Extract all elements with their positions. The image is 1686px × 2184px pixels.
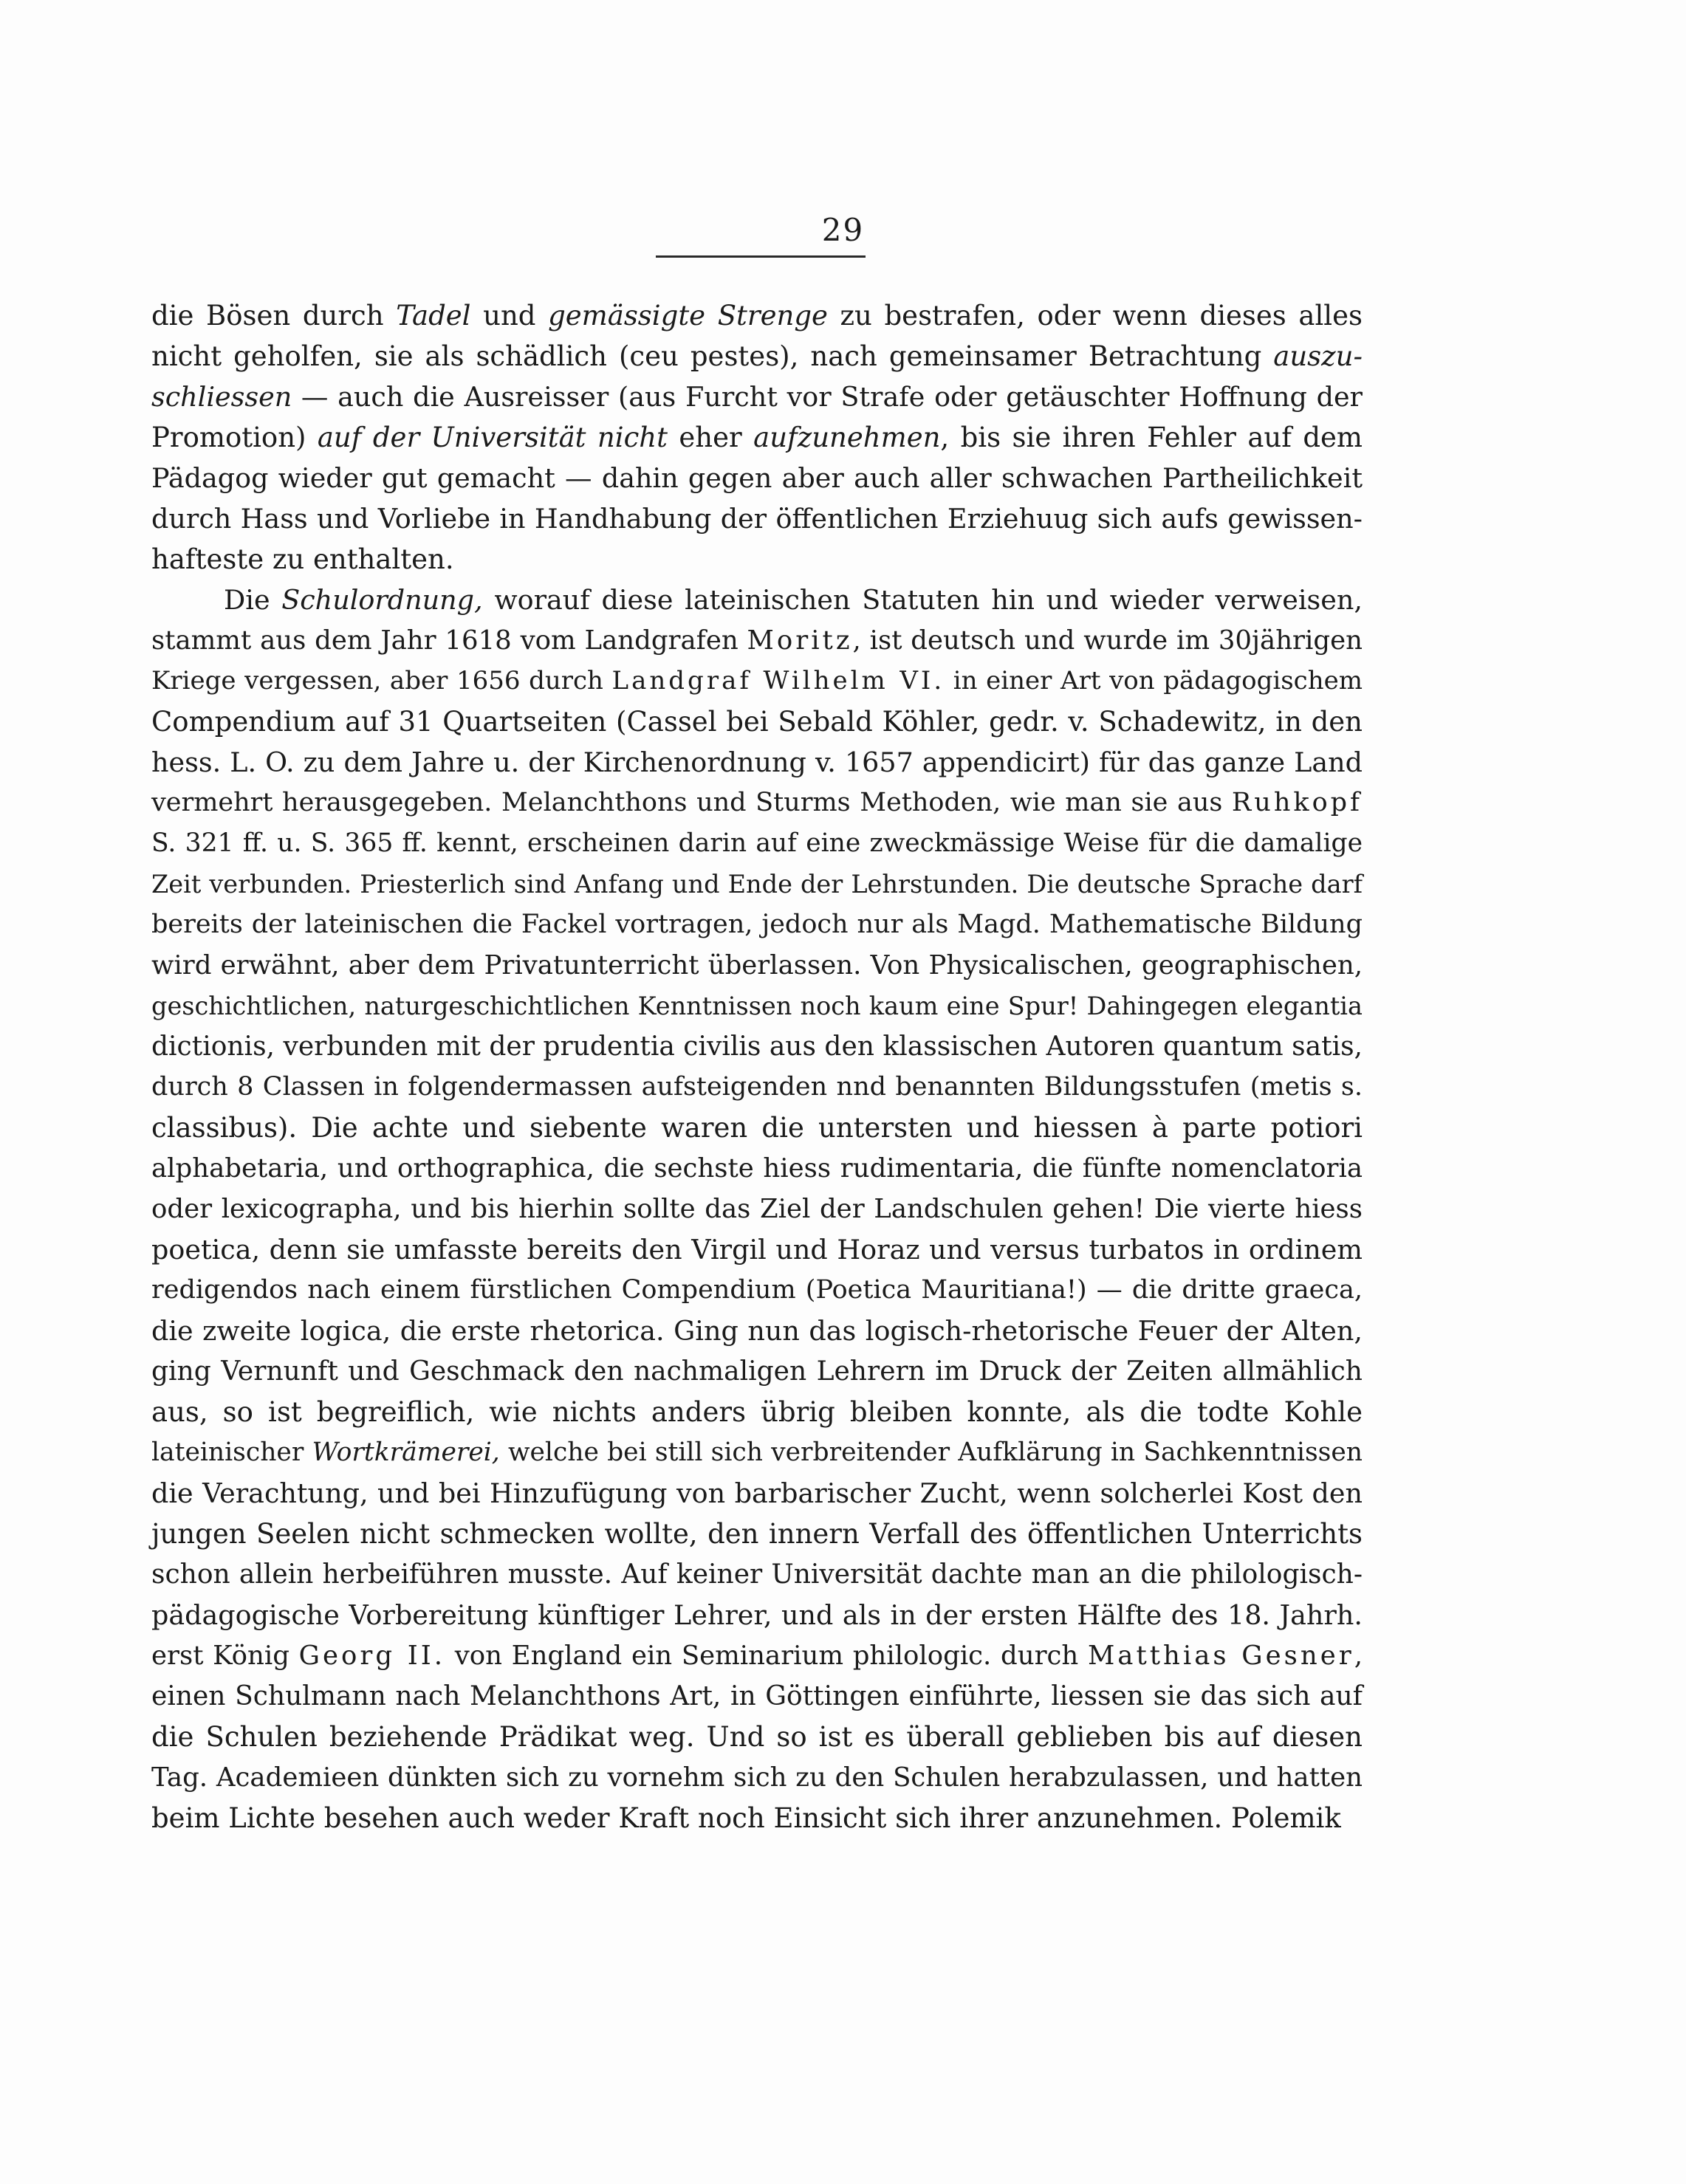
spaced-name: Georg II. (298, 1641, 446, 1671)
text-run: S. 321 ff. u. S. 365 ff. kennt, erscheinen darin auf eine zweckmässige Weise für die damalige (151, 828, 1363, 858)
text-run: die Verachtung, und bei Hinzufügung von barbarischer Zucht, wenn solcherlei Kost den (151, 1477, 1363, 1509)
text-run: , bis sie ihren Fehler auf dem (940, 422, 1363, 453)
text-line (151, 1067, 1363, 1108)
text-run: Pädagog wieder gut gemacht — dahin gegen aber auch aller schwachen Partheilichkeit (151, 462, 1363, 494)
italic-run: Wortkrämerei, (312, 1438, 500, 1467)
text-run: die zweite logica, die erste rhetorica. Ging nun das logisch-rhetorische Feuer der Alten, (151, 1315, 1363, 1347)
text-run: eher (668, 422, 754, 453)
spaced-name: Ruhkopf (1231, 788, 1363, 817)
text-run: nicht geholfen, sie als schädlich (ceu pestes), nach gemeinsamer Betrachtung (151, 340, 1274, 372)
text-run: aus, so ist begreiflich, wie nichts anders übrig bleiben konnte, als die todte Kohle (151, 1396, 1363, 1428)
text-line (151, 377, 1363, 417)
text-run: jungen Seelen nicht schmecken wollte, den innern Verfall des öffentlichen Unterrichts (151, 1518, 1363, 1550)
text-line (151, 1635, 1363, 1676)
text-run: schon allein herbeiführen musste. Auf keiner Universität dachte man an die philologisch- (151, 1559, 1363, 1590)
text-run: geschichtlichen, naturgeschichtlichen Kenntnissen noch kaum eine Spur! Dahingegen elegantia (151, 992, 1363, 1020)
text-run: poetica, denn sie umfasste bereits den Virgil und Horaz und versus turbatos in ordinem (151, 1234, 1363, 1266)
text-run: , (1354, 1641, 1363, 1671)
text-run: wird erwähnt, aber dem Privatunterricht überlassen. Von Physicalischen, geographischen, (151, 950, 1363, 981)
text-line (151, 458, 1363, 498)
text-run: Promotion) (151, 422, 318, 453)
text-line (151, 1595, 1363, 1635)
text-run: lateinischer (151, 1438, 312, 1467)
text-run: in einer Art von pädagogischem (945, 666, 1363, 696)
text-line (151, 1757, 1363, 1798)
text-run: ging Vernunft und Geschmack den nachmaligen Lehrern im Druck der Zeiten allmählich (151, 1356, 1363, 1387)
text-run: und (470, 300, 549, 332)
text-line (151, 823, 1363, 864)
text-run: dictionis, verbunden mit der prudentia civilis aus den klassischen Autoren quantum satis, (151, 1031, 1363, 1062)
text-line (151, 1554, 1363, 1595)
text-run: redigendos nach einem fürstlichen Compendium (Poetica Mauritiana!) — die dritte graeca, (151, 1275, 1363, 1305)
text-line (151, 986, 1363, 1026)
text-run: Zeit verbunden. Priesterlich sind Anfang und Ende der Lehrstunden. Die deutsche Sprache darf (151, 870, 1363, 899)
text-line (151, 295, 1363, 336)
text-line (151, 1148, 1363, 1189)
text-line (151, 498, 1363, 539)
italic-run: gemässigte Strenge (548, 300, 828, 332)
text-run: einen Schulmann nach Melanchthons Art, in Göttingen einführte, liessen sie das sich auf (151, 1681, 1363, 1711)
text-run: zu bestrafen, oder wenn dieses alles (827, 300, 1363, 332)
text-line (151, 1189, 1363, 1229)
spaced-name: Landgraf Wilhelm VI. (611, 666, 945, 696)
text-line (151, 1473, 1363, 1514)
text-run: Compendium auf 31 Quartseiten (Cassel bei Sebald Köhler, gedr. v. Schadewitz, in den (151, 706, 1363, 738)
text-run: pädagogische Vorbereitung künftiger Lehrer, und als in der ersten Hälfte des 18. Jahrh. (151, 1599, 1363, 1631)
italic-run: schliessen (151, 381, 292, 413)
text-run: hafteste zu enthalten. (151, 543, 454, 575)
text-run: hess. L. O. zu dem Jahre u. der Kirchenordnung v. 1657 appendicirt) für das ganze Land (151, 746, 1363, 778)
text-line (151, 580, 1363, 620)
text-run: oder lexicographa, und bis hierhin sollte das Ziel der Landschulen gehen! Die vierte hiess (151, 1194, 1363, 1224)
text-line (151, 1026, 1363, 1067)
text-run: von England ein Seminarium philologic. durch (445, 1641, 1088, 1671)
header-rule (656, 255, 866, 258)
text-run: Tag. Academieen dünkten sich zu vornehm sich zu den Schulen herabzulassen, und hatten (151, 1762, 1363, 1793)
text-line (151, 1311, 1363, 1351)
text-line (151, 417, 1363, 458)
text-line (151, 620, 1363, 661)
spaced-name: Matthias Gesner (1087, 1641, 1354, 1671)
text-run: Die (224, 584, 282, 616)
text-line (151, 1270, 1363, 1311)
text-line (151, 1229, 1363, 1270)
italic-run: aufzunehmen (753, 422, 941, 453)
italic-run: auf der Universität nicht (317, 422, 668, 453)
text-line (151, 539, 1363, 580)
text-line (151, 1676, 1363, 1717)
text-line (151, 783, 1363, 823)
text-line (151, 1432, 1363, 1473)
text-run: , ist deutsch und wurde im 30jährigen (852, 625, 1363, 656)
body-text (151, 295, 1363, 1838)
text-run: alphabetaria, und orthographica, die sechste hiess rudimentaria, die fünfte nomenclatoria (151, 1153, 1363, 1184)
text-line (151, 1351, 1363, 1392)
text-run: beim Lichte besehen auch weder Kraft noch Einsicht sich ihrer anzunehmen. Polemik (151, 1802, 1341, 1834)
text-line (151, 904, 1363, 945)
text-run: — auch die Ausreisser (aus Furcht vor Strafe oder getäuschter Hoffnung der (292, 381, 1363, 413)
text-line (151, 1798, 1363, 1838)
text-run: die Bösen durch (151, 300, 397, 332)
text-line (151, 661, 1363, 701)
text-run: vermehrt herausgegeben. Melanchthons und Sturms Methoden, wie man sie aus (151, 788, 1232, 817)
text-run: durch 8 Classen in folgendermassen aufsteigenden nnd benannten Bildungsstufen (metis s. (151, 1072, 1363, 1102)
text-run: worauf diese lateinischen Statuten hin und wieder verweisen, (482, 584, 1363, 616)
text-line (151, 742, 1363, 783)
italic-run: Schulordnung, (281, 584, 483, 616)
text-run: die Schulen beziehende Prädikat weg. Und so ist es überall geblieben bis auf diesen (151, 1721, 1363, 1753)
text-run: durch Hass und Vorliebe in Handhabung der öffentlichen Erziehuug sich aufs gewissen- (151, 503, 1363, 535)
text-line (151, 1108, 1363, 1148)
text-line (151, 336, 1363, 377)
text-run: classibus). Die achte und siebente waren die untersten und hiessen à parte potiori (151, 1112, 1363, 1144)
text-run: welche bei still sich verbreitender Aufklärung in Sachkenntnissen (499, 1438, 1363, 1467)
text-line (151, 864, 1363, 904)
text-run: stammt aus dem Jahr 1618 vom Landgrafen (151, 625, 747, 656)
page-number: 29 (821, 212, 865, 248)
italic-run: auszu- (1273, 340, 1363, 372)
text-line (151, 1717, 1363, 1757)
text-line (151, 1514, 1363, 1554)
text-line (151, 701, 1363, 742)
text-run: Kriege vergessen, aber 1656 durch (151, 666, 612, 696)
text-line (151, 1392, 1363, 1432)
text-run: bereits der lateinischen die Fackel vortragen, jedoch nur als Magd. Mathematische Bildung (151, 910, 1363, 939)
text-line (151, 945, 1363, 986)
text-run: erst König (151, 1641, 299, 1671)
spaced-name: Moritz (747, 625, 853, 656)
italic-run: Tadel (396, 300, 471, 332)
